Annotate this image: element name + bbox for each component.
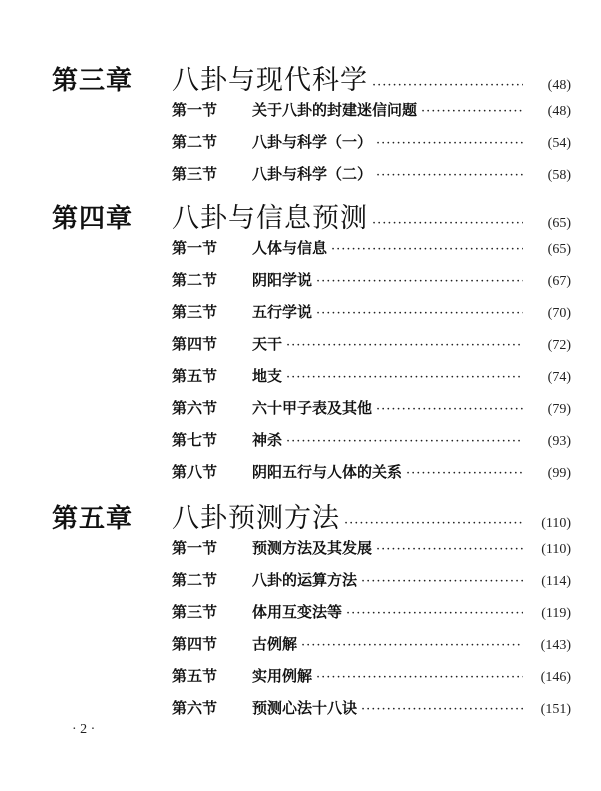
section-entry: [172, 237, 571, 258]
chapter-number: 第三章: [52, 66, 134, 96]
dot-leader: [361, 702, 523, 717]
section-title: 八卦的运算方法: [252, 571, 358, 589]
section-number: 第三节: [172, 165, 218, 183]
page-number: (110): [541, 542, 571, 557]
section-entry: [172, 461, 571, 482]
section-entry: [172, 365, 571, 386]
section-entry: [172, 301, 571, 322]
section-number: 第六节: [172, 399, 218, 417]
section-number: 第一节: [172, 539, 218, 557]
section-entry: [172, 697, 571, 718]
section-number: 第二节: [172, 271, 218, 289]
chapter-title: 八卦与现代科学: [172, 65, 368, 96]
section-title: 六十甲子表及其他: [252, 399, 373, 417]
page-number: (79): [547, 402, 571, 417]
section-title: 五行学说: [252, 303, 313, 321]
dot-leader: [361, 574, 523, 589]
section-entry: [172, 163, 571, 184]
section-title: 阴阳五行与人体的关系: [252, 463, 403, 481]
section-entry: [172, 601, 571, 622]
section-entry: [172, 537, 571, 558]
dot-leader: [346, 606, 523, 621]
section-number: 第八节: [172, 463, 218, 481]
dot-leader: [316, 306, 523, 321]
section-entry: [172, 99, 571, 120]
page-number: (93): [547, 434, 571, 449]
dot-leader: [344, 516, 523, 531]
section-entry: [172, 429, 571, 450]
section-title: 阴阳学说: [252, 271, 313, 289]
section-title: 人体与信息: [252, 239, 328, 257]
page-number: (151): [540, 702, 571, 717]
dot-leader: [301, 638, 523, 653]
chapter-number: 第五章: [52, 504, 134, 534]
dot-leader: [376, 402, 523, 417]
section-title: 古例解: [252, 635, 298, 653]
page-number: (65): [547, 242, 571, 257]
section-entry: [172, 269, 571, 290]
section-title: 预测心法十八诀: [252, 699, 358, 717]
chapter-entry: [52, 496, 571, 535]
section-number: 第四节: [172, 335, 218, 353]
dot-leader: [316, 670, 523, 685]
page-number: (143): [540, 638, 571, 653]
section-title: 预测方法及其发展: [252, 539, 373, 557]
section-number: 第一节: [172, 239, 218, 257]
dot-leader: [316, 274, 523, 289]
dot-leader: [406, 466, 523, 481]
chapter-entry: [52, 196, 571, 235]
dot-leader: [376, 168, 523, 183]
section-number: 第四节: [172, 635, 218, 653]
dot-leader: [372, 78, 523, 93]
chapter-entry: [52, 58, 571, 97]
section-entry: [172, 333, 571, 354]
page-number: (67): [547, 274, 571, 289]
section-number: 第一节: [172, 101, 218, 119]
page-number: (146): [540, 670, 571, 685]
section-number: 第三节: [172, 303, 218, 321]
section-number: 第五节: [172, 367, 218, 385]
dot-leader: [376, 542, 523, 557]
page-number: (99): [547, 466, 571, 481]
section-title: 地支: [252, 367, 283, 385]
page-number: (54): [547, 136, 571, 151]
section-number: 第六节: [172, 699, 218, 717]
section-entry: [172, 569, 571, 590]
section-number: 第二节: [172, 571, 218, 589]
dot-leader: [286, 338, 523, 353]
section-title: 八卦与科学（二）: [252, 165, 373, 183]
dot-leader: [376, 136, 523, 151]
dot-leader: [286, 370, 523, 385]
dot-leader: [421, 104, 523, 119]
section-number: 第五节: [172, 667, 218, 685]
dot-leader: [331, 242, 523, 257]
section-title: 天干: [252, 335, 283, 353]
dot-leader: [286, 434, 523, 449]
section-title: 神杀: [252, 431, 283, 449]
page-number: (58): [547, 168, 571, 183]
section-number: 第二节: [172, 133, 218, 151]
page-number: (110): [541, 516, 571, 531]
dot-leader: [372, 216, 523, 231]
page-number: (72): [547, 338, 571, 353]
section-number: 第七节: [172, 431, 218, 449]
section-title: 实用例解: [252, 667, 313, 685]
section-number: 第三节: [172, 603, 218, 621]
section-title: 关于八卦的封建迷信问题: [252, 101, 418, 119]
section-entry: [172, 131, 571, 152]
chapter-title: 八卦预测方法: [172, 503, 340, 534]
page-number: (74): [547, 370, 571, 385]
page-number: (65): [547, 216, 571, 231]
page-number: (114): [541, 574, 571, 589]
footer-page-number: · 2 ·: [72, 722, 96, 737]
chapter-number: 第四章: [52, 204, 134, 234]
section-entry: [172, 633, 571, 654]
section-title: 八卦与科学（一）: [252, 133, 373, 151]
section-entry: [172, 665, 571, 686]
page-number: (70): [547, 306, 571, 321]
page-number: (48): [547, 78, 571, 93]
section-title: 体用互变法等: [252, 603, 343, 621]
page-number: (48): [547, 104, 571, 119]
page-number: (119): [541, 606, 571, 621]
section-entry: [172, 397, 571, 418]
chapter-title: 八卦与信息预测: [172, 203, 368, 234]
